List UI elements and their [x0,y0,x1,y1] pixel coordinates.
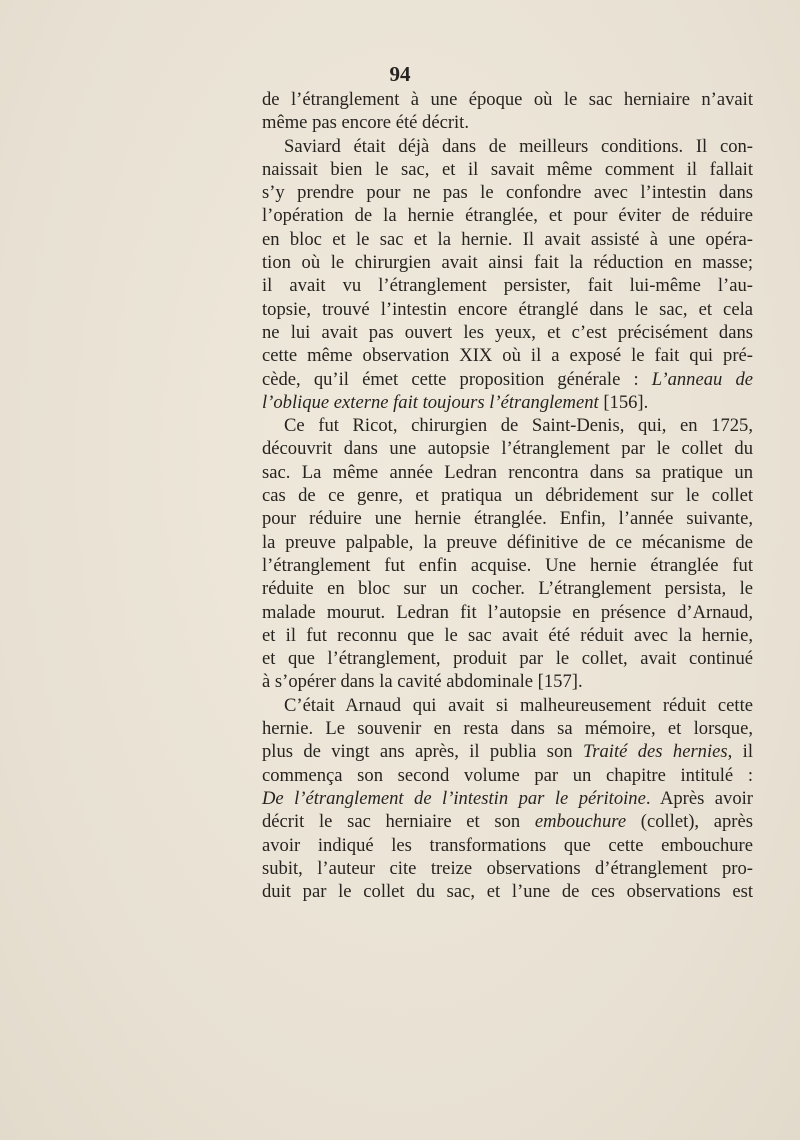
text-run: à s’opérer dans la cavité abdominale [157]. [262,671,583,693]
text-run: ne lui avait pas ouvert les yeux, et c’est précisément dans [262,321,753,343]
text-run: pour réduire une hernie étranglée. Enfin, l’année suivante, [262,508,753,530]
text-line [262,601,753,624]
text-line [262,647,753,670]
text-run: duit par le collet du sac, et l’une de ces observations est [262,881,753,903]
text-line [262,857,753,880]
text-run: en bloc et le sac et la hernie. Il avait assisté à une opéra- [262,228,753,250]
text-line [262,764,753,787]
text-line [262,88,753,111]
text-line [262,181,753,204]
text-run: il avait vu l’étranglement persister, fait lui-même l’au- [262,275,753,297]
body-text [262,88,753,903]
text-run: malade mourut. Ledran fit l’autopsie en présence d’Arnaud, [262,601,753,623]
text-run: cède, qu’il émet cette proposition générale : [262,368,652,390]
text-line [262,484,753,507]
text-run: cas de ce genre, et pratiqua un débridement sur le collet [262,485,753,507]
text-run: Saviard était déjà dans de meilleurs conditions. Il con- [284,135,753,157]
text-line [262,111,753,134]
text-line [262,414,753,437]
page-number: 94 [389,62,411,86]
text-run: , il [727,741,753,763]
text-run: de l’étranglement à une époque où le sac herniaire n’avait [262,89,753,110]
text-run: décrit le sac herniaire et son [262,811,535,833]
text-run: hernie. Le souvenir en resta dans sa mémoire, et lorsque, [262,718,753,740]
text-run: cette même observation XIX où il a exposé le fait qui pré- [262,345,753,367]
text-line [262,531,753,554]
text-line [262,624,753,647]
italic-run: embouchure [534,811,627,833]
text-run: plus de vingt ans après, il publia son [262,741,583,763]
text-line [262,321,753,344]
text-line [262,670,753,693]
text-run: tion où le chirurgien avait ainsi fait la réduction en masse; [262,252,753,274]
text-line [262,880,753,903]
text-run: l’opération de la hernie étranglée, et pour éviter de réduire [262,205,753,227]
italic-run: De l’étranglement de l’intestin par le péritoine [262,787,646,809]
text-run: Ce fut Ricot, chirurgien de Saint-Denis, qui, en 1725, [284,415,753,437]
italic-run: l’oblique externe fait toujours l’étranglement [262,391,599,413]
text-line [262,251,753,274]
text-line [262,344,753,367]
text-run: s’y prendre pour ne pas le confondre avec l’intestin dans [262,182,753,204]
text-run: découvrit dans une autopsie l’étranglement par le collet du [262,438,753,460]
text-run: et que l’étranglement, produit par le collet, avait continué [262,648,753,670]
text-run: (collet), après [626,811,753,833]
text-line [262,507,753,530]
text-line [262,554,753,577]
text-run: naissait bien le sac, et il savait même comment il fallait [262,158,753,180]
italic-run: Traité des hernies [582,741,728,763]
text-run: sac. La même année Ledran rencontra dans sa pratique un [262,461,753,483]
text-line [262,437,753,460]
text-run: même pas encore été décrit. [262,112,470,134]
text-run: . Après avoir [645,787,754,809]
text-run: [156]. [598,391,649,413]
text-line [262,228,753,251]
text-run: commença son second volume par un chapitre intitulé : [262,764,753,786]
text-line [262,717,753,740]
text-line [262,740,753,763]
text-run: subit, l’auteur cite treize observations d’étranglement pro- [262,857,753,879]
text-line [262,158,753,181]
text-run: la preuve palpable, la preuve définitive de ce mécanisme de [262,531,753,553]
italic-run: L’anneau de [651,368,754,390]
text-run: C’était Arnaud qui avait si malheureusement réduit cette [284,694,753,716]
text-line [262,204,753,227]
text-line [262,461,753,484]
text-line [262,391,753,414]
text-run: et il fut reconnu que le sac avait été réduit avec la hernie, [262,624,753,646]
text-run: réduite en bloc sur un cocher. L’étranglement persista, le [262,578,753,600]
text-line [262,274,753,297]
text-run: avoir indiqué les transformations que cette embouchure [262,834,753,856]
text-line [262,368,753,391]
text-line [262,834,753,857]
text-line [262,810,753,833]
text-line [262,298,753,321]
text-line [262,787,753,810]
text-run: topsie, trouvé l’intestin encore étranglé dans le sac, et cela [262,298,753,320]
text-line [262,694,753,717]
text-run: l’étranglement fut enfin acquise. Une hernie étranglée fut [262,554,753,576]
text-line [262,135,753,158]
text-line [262,577,753,600]
